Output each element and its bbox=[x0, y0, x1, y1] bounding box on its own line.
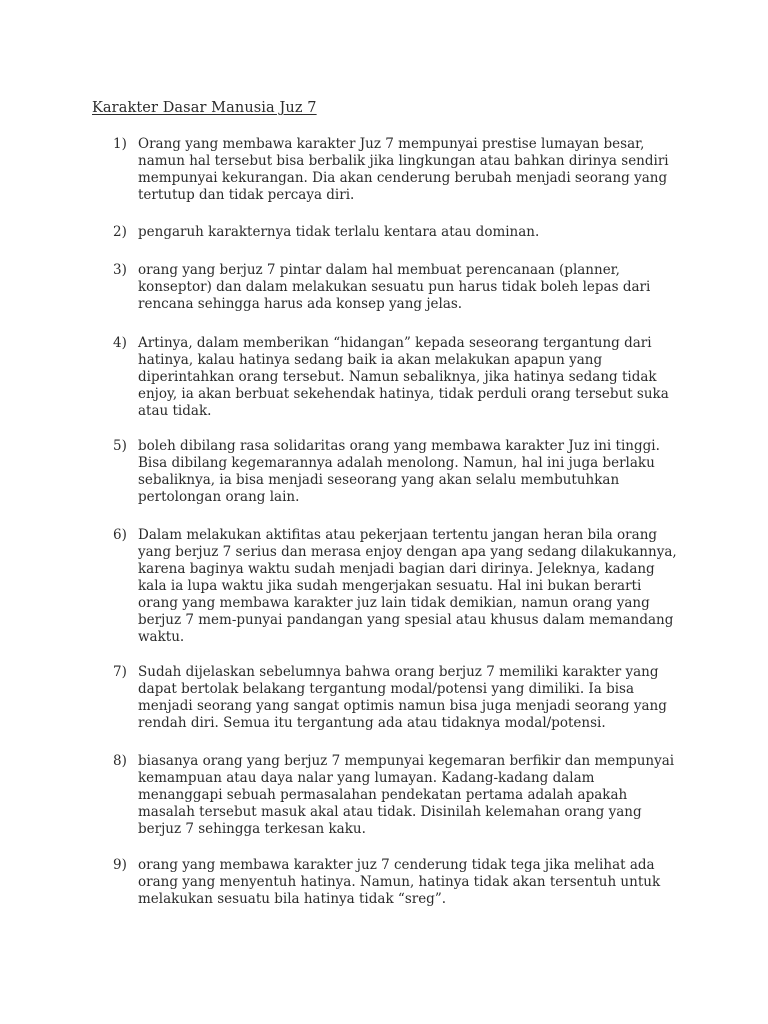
list-item-text bbox=[138, 857, 678, 908]
list-item-line: Artinya, dalam memberikan “hidangan” kepada seseorang tergantung dari bbox=[138, 335, 652, 351]
list-item-line: Sudah dijelaskan sebelumnya bahwa orang berjuz 7 memiliki karakter yang bbox=[138, 664, 659, 680]
list-item-line: karena baginya waktu sudah menjadi bagian dari dirinya. Jeleknya, kadang bbox=[138, 561, 655, 577]
list-item-line: boleh dibilang rasa solidaritas orang yang membawa karakter Juz ini tinggi. bbox=[138, 438, 660, 454]
list-item-text bbox=[138, 224, 678, 241]
list-item-text bbox=[138, 664, 678, 732]
list-item-line: tertutup dan tidak percaya diri. bbox=[138, 187, 355, 203]
list-item-line: namun hal tersebut bisa berbalik jika lingkungan atau bahkan dirinya sendiri bbox=[138, 153, 669, 169]
list-item-text bbox=[138, 438, 678, 506]
list-item-number: 4) bbox=[113, 335, 127, 351]
list-item-line: Dalam melakukan aktifitas atau pekerjaan tertentu jangan heran bila orang bbox=[138, 527, 658, 543]
list-item-line: waktu. bbox=[138, 629, 185, 645]
list-item-line: mempunyai kekurangan. Dia akan cenderung berubah menjadi seorang yang bbox=[138, 170, 668, 186]
list-item-line: orang yang berjuz 7 pintar dalam hal membuat perencanaan (planner, bbox=[138, 262, 620, 278]
list-item-line: orang yang membawa karakter juz lain tidak demikian, namun orang yang bbox=[138, 595, 650, 611]
list-item-line: pengaruh karakternya tidak terlalu kentara atau dominan. bbox=[138, 224, 540, 240]
list-item-number: 6) bbox=[113, 527, 127, 543]
list-item-text bbox=[138, 262, 678, 313]
list-item-text bbox=[138, 753, 678, 838]
list-item-line: yang berjuz 7 serius dan merasa enjoy dengan apa yang sedang dilakukannya, bbox=[138, 544, 677, 560]
list-item-line: menanggapi sebuah permasalahan pendekatan pertama adalah apakah bbox=[138, 787, 628, 803]
list-item-number: 9) bbox=[113, 857, 127, 873]
list-item-line: kemampuan atau daya nalar yang lumayan. Kadang-kadang dalam bbox=[138, 770, 595, 786]
list-item-line: orang yang menyentuh hatinya. Namun, hatinya tidak akan tersentuh untuk bbox=[138, 874, 661, 890]
list-item-line: Bisa dibilang kegemarannya adalah menolong. Namun, hal ini juga berlaku bbox=[138, 455, 655, 471]
list-item-line: menjadi seorang yang sangat optimis namun bisa juga menjadi seorang yang bbox=[138, 698, 667, 714]
list-item-line: kala ia lupa waktu jika sudah mengerjakan sesuatu. Hal ini bukan berarti bbox=[138, 578, 642, 594]
list-item-line: pertolongan orang lain. bbox=[138, 489, 300, 505]
list-item-number: 1) bbox=[113, 136, 127, 152]
list-item-line: berjuz 7 sehingga terkesan kaku. bbox=[138, 821, 366, 837]
list-item-line: konseptor) dan dalam melakukan sesuatu pun harus tidak boleh lepas dari bbox=[138, 279, 651, 295]
list-item-line: berjuz 7 mem-punyai pandangan yang spesial atau khusus dalam memandang bbox=[138, 612, 674, 628]
list-item-number: 3) bbox=[113, 262, 127, 278]
list-item-text bbox=[138, 335, 678, 420]
list-item-text bbox=[138, 136, 678, 204]
list-item-text bbox=[138, 527, 678, 646]
list-item-number: 8) bbox=[113, 753, 127, 769]
list-item-line: rencana sehingga harus ada konsep yang jelas. bbox=[138, 296, 463, 312]
list-item-line: sebaliknya, ia bisa menjadi seseorang yang akan selalu membutuhkan bbox=[138, 472, 620, 488]
list-item-line: biasanya orang yang berjuz 7 mempunyai kegemaran berfikir dan mempunyai bbox=[138, 753, 675, 769]
list-item-line: hatinya, kalau hatinya sedang baik ia akan melakukan apapun yang bbox=[138, 352, 603, 368]
list-item-line: Orang yang membawa karakter Juz 7 mempunyai prestise lumayan besar, bbox=[138, 136, 645, 152]
list-item-line: melakukan sesuatu bila hatinya tidak “sreg”. bbox=[138, 891, 447, 907]
list-item-line: rendah diri. Semua itu tergantung ada atau tidaknya modal/potensi. bbox=[138, 715, 606, 731]
list-item-line: dapat bertolak belakang tergantung modal/potensi yang dimiliki. Ia bisa bbox=[138, 681, 635, 697]
list-item-line: atau tidak. bbox=[138, 403, 212, 419]
document-title: Karakter Dasar Manusia Juz 7 bbox=[92, 100, 317, 116]
list-item-line: masalah tersebut masuk akal atau tidak. Disinilah kelemahan orang yang bbox=[138, 804, 642, 820]
list-item-line: orang yang membawa karakter juz 7 cenderung tidak tega jika melihat ada bbox=[138, 857, 655, 873]
list-item-line: enjoy, ia akan berbuat sekehendak hatinya, tidak perduli orang tersebut suka bbox=[138, 386, 669, 402]
list-item-line: diperintahkan orang tersebut. Namun sebaliknya, jika hatinya sedang tidak bbox=[138, 369, 657, 385]
list-item-number: 7) bbox=[113, 664, 127, 680]
list-item-number: 5) bbox=[113, 438, 127, 454]
list-item-number: 2) bbox=[113, 224, 127, 240]
